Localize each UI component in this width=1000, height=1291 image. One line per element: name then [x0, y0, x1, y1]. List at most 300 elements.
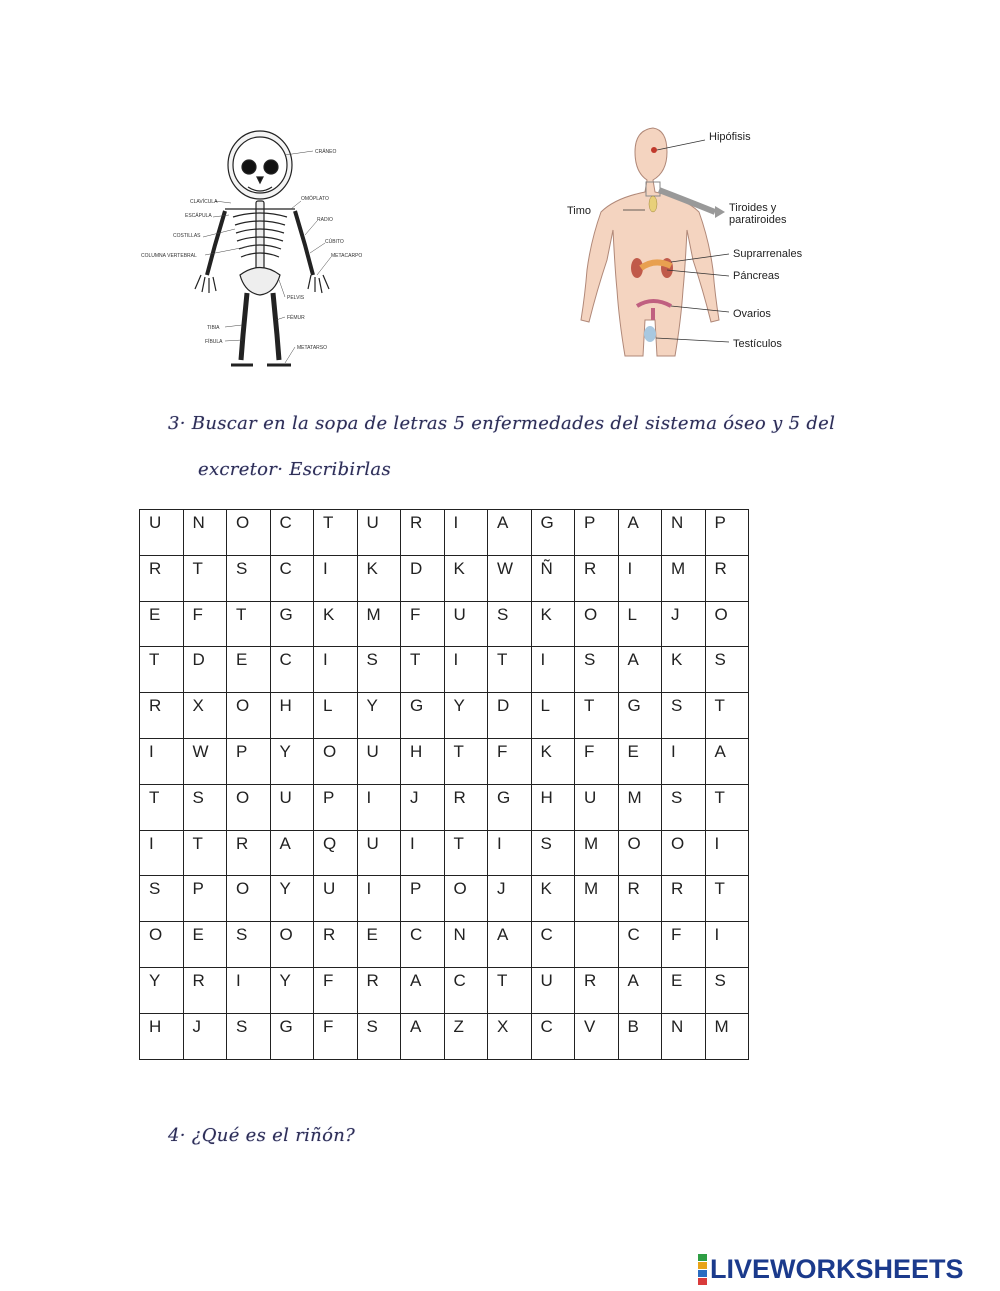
grid-letter: I [540, 650, 546, 670]
grid-letter: T [497, 970, 508, 990]
grid-letter: A [410, 970, 422, 990]
grid-cell [662, 601, 706, 647]
grid-letter: R [584, 558, 597, 578]
grid-letter: S [149, 879, 161, 899]
grid-letter: Ñ [540, 558, 553, 578]
grid-cell [270, 510, 314, 556]
label-costillas: COSTILLAS [173, 233, 201, 239]
grid-letter: O [279, 925, 293, 945]
grid-cell [270, 555, 314, 601]
grid-letter [575, 922, 618, 925]
grid-letter: E [236, 650, 248, 670]
grid-letter: H [279, 696, 292, 716]
grid-letter: R [149, 696, 162, 716]
grid-letter: R [627, 879, 640, 899]
grid-letter: O [236, 787, 250, 807]
grid-cell [444, 601, 488, 647]
label-radio: RADIO [317, 217, 333, 223]
label-suprarrenales: Suprarrenales [733, 248, 803, 260]
label-cubito: CÚBITO [325, 239, 344, 245]
grid-letter: S [366, 1016, 378, 1036]
grid-cell [705, 967, 749, 1013]
grid-cell [575, 601, 619, 647]
grid-letter: E [366, 925, 378, 945]
question-4: 4· ¿Qué es el riñón? [168, 1125, 356, 1146]
question-3-line-1: 3· Buscar en la sopa de letras 5 enfermedades del sistema óseo y 5 del [168, 413, 836, 434]
grid-letter: H [410, 741, 423, 761]
grid-cell [618, 784, 662, 830]
grid-letter: I [453, 513, 459, 532]
grid-letter: I [714, 833, 720, 853]
grid-letter: O [236, 879, 250, 899]
grid-letter: U [453, 604, 466, 624]
grid-cell [705, 1013, 749, 1059]
grid-letter: G [279, 604, 293, 624]
grid-letter: I [497, 833, 502, 853]
grid-cell [183, 738, 227, 784]
grid-cell [270, 1013, 314, 1059]
grid-letter: U [366, 513, 379, 532]
grid-letter: O [236, 513, 250, 532]
grid-cell [270, 601, 314, 647]
grid-cell [575, 738, 619, 784]
grid-letter: I [410, 833, 415, 853]
grid-cell [705, 601, 749, 647]
grid-letter: F [584, 741, 595, 761]
grid-cell [531, 693, 575, 739]
logo-text: LIVEWORKSHEETS [710, 1253, 964, 1284]
label-escapula: ESCÁPULA [185, 213, 212, 219]
grid-cell [618, 601, 662, 647]
grid-letter: A [627, 650, 639, 670]
grid-cell [531, 738, 575, 784]
grid-letter: J [497, 879, 506, 899]
label-pelvis: PELVIS [287, 295, 305, 301]
grid-cell [314, 784, 358, 830]
label-tiroides-1: Tiroides y [729, 202, 777, 214]
grid-cell [531, 510, 575, 556]
grid-letter: I [366, 879, 372, 899]
grid-letter: I [453, 650, 459, 670]
grid-cell [575, 830, 619, 876]
grid-letter: M [671, 558, 686, 578]
grid-cell [705, 830, 749, 876]
grid-letter: S [671, 696, 683, 716]
grid-letter: T [192, 558, 203, 578]
grid-cell [227, 647, 271, 693]
grid-cell [488, 922, 532, 968]
grid-letter: F [192, 604, 203, 624]
grid-cell [488, 555, 532, 601]
grid-cell [488, 1013, 532, 1059]
grid-letter: D [192, 650, 205, 670]
logo-square-1 [698, 1254, 707, 1261]
grid-cell [488, 647, 532, 693]
grid-cell [401, 967, 445, 1013]
grid-cell [401, 555, 445, 601]
grid-cell [357, 693, 401, 739]
grid-letter: O [627, 833, 641, 853]
grid-letter: O [453, 879, 467, 899]
grid-letter: W [192, 741, 209, 761]
grid-cell [357, 830, 401, 876]
grid-letter: C [627, 925, 640, 945]
grid-cell [488, 967, 532, 1013]
grid-cell [227, 830, 271, 876]
skeleton-diagram [135, 125, 375, 385]
grid-cell [401, 830, 445, 876]
grid-letter: R [236, 833, 249, 853]
grid-cell [227, 1013, 271, 1059]
grid-cell [140, 830, 184, 876]
grid-cell [357, 876, 401, 922]
grid-letter: K [453, 558, 465, 578]
logo-square-2 [698, 1262, 707, 1269]
grid-letter: H [540, 787, 553, 807]
grid-cell [183, 647, 227, 693]
grid-letter: N [671, 513, 684, 532]
grid-row [140, 510, 749, 556]
grid-cell [357, 738, 401, 784]
grid-cell [531, 647, 575, 693]
grid-letter: S [714, 650, 726, 670]
grid-cell [270, 647, 314, 693]
grid-cell [401, 601, 445, 647]
grid-cell [531, 876, 575, 922]
grid-cell [270, 738, 314, 784]
grid-letter: U [149, 513, 162, 532]
grid-letter: K [366, 558, 378, 578]
grid-cell [401, 784, 445, 830]
grid-letter: K [540, 604, 552, 624]
grid-letter: A [497, 925, 509, 945]
grid-letter: Y [279, 879, 291, 899]
grid-letter: F [323, 1016, 334, 1036]
grid-cell [357, 784, 401, 830]
grid-cell [444, 555, 488, 601]
grid-letter: I [149, 741, 154, 761]
grid-letter: Y [279, 970, 291, 990]
grid-letter: K [540, 741, 552, 761]
logo-square-3 [698, 1270, 707, 1277]
label-omoplato: OMÓPLATO [301, 196, 329, 202]
grid-cell [575, 647, 619, 693]
grid-letter: U [366, 833, 379, 853]
label-craneo: CRÁNEO [315, 149, 337, 155]
grid-letter: R [714, 558, 727, 578]
grid-letter: S [236, 558, 248, 578]
grid-letter: T [584, 696, 595, 716]
label-columna: COLUMNA VERTEBRAL [141, 253, 197, 259]
grid-letter: U [540, 970, 553, 990]
grid-cell [227, 922, 271, 968]
grid-letter: W [497, 558, 514, 578]
grid-letter: Y [453, 696, 465, 716]
grid-cell [531, 601, 575, 647]
grid-row [140, 922, 749, 968]
grid-cell [662, 1013, 706, 1059]
grid-cell [227, 784, 271, 830]
grid-cell [227, 555, 271, 601]
grid-letter: T [497, 650, 508, 670]
grid-cell [314, 830, 358, 876]
grid-letter: M [584, 879, 599, 899]
grid-cell [401, 647, 445, 693]
grid-cell [618, 967, 662, 1013]
label-fibula: FÍBULA [205, 339, 223, 345]
grid-cell [183, 510, 227, 556]
grid-cell [314, 693, 358, 739]
grid-letter: J [671, 604, 680, 624]
grid-cell [705, 738, 749, 784]
grid-letter: K [671, 650, 683, 670]
grid-cell [314, 1013, 358, 1059]
grid-cell [183, 967, 227, 1013]
grid-cell [140, 693, 184, 739]
grid-cell [314, 647, 358, 693]
grid-cell [575, 922, 619, 968]
grid-cell [705, 510, 749, 556]
grid-cell [357, 1013, 401, 1059]
grid-cell [662, 647, 706, 693]
grid-cell [662, 555, 706, 601]
grid-row [140, 830, 749, 876]
grid-row [140, 647, 749, 693]
grid-letter: H [149, 1016, 162, 1036]
grid-letter: G [497, 787, 511, 807]
grid-cell [618, 876, 662, 922]
grid-letter: O [714, 604, 728, 624]
grid-letter: T [714, 787, 725, 807]
grid-cell [618, 1013, 662, 1059]
grid-cell [618, 693, 662, 739]
grid-cell [662, 510, 706, 556]
grid-cell [662, 922, 706, 968]
label-femur: FÉMUR [287, 315, 305, 321]
grid-cell [140, 784, 184, 830]
grid-letter: A [627, 513, 639, 532]
grid-cell [444, 510, 488, 556]
grid-cell [444, 1013, 488, 1059]
grid-letter: O [671, 833, 685, 853]
grid-cell [140, 922, 184, 968]
label-ovarios: Ovarios [733, 308, 771, 320]
liveworksheets-logo[interactable] [698, 1254, 964, 1284]
grid-row [140, 784, 749, 830]
grid-cell [705, 784, 749, 830]
grid-cell [314, 738, 358, 784]
grid-cell [531, 967, 575, 1013]
grid-cell [488, 601, 532, 647]
grid-letter: R [323, 925, 336, 945]
grid-cell [662, 738, 706, 784]
grid-letter: S [671, 787, 683, 807]
label-tibia: TIBIA [207, 325, 220, 331]
grid-cell [488, 784, 532, 830]
label-testiculos: Testículos [733, 338, 782, 350]
grid-cell [705, 876, 749, 922]
logo-squares-icon [698, 1254, 707, 1285]
grid-letter: T [453, 741, 464, 761]
grid-letter: U [366, 741, 379, 761]
grid-letter: M [584, 833, 599, 853]
grid-cell [488, 738, 532, 784]
grid-letter: T [149, 650, 160, 670]
grid-letter: A [410, 1016, 422, 1036]
grid-cell [357, 555, 401, 601]
grid-letter: A [627, 970, 639, 990]
grid-cell [531, 555, 575, 601]
grid-cell [618, 830, 662, 876]
grid-letter: F [410, 604, 421, 624]
grid-letter: T [323, 513, 334, 532]
grid-letter: P [410, 879, 422, 899]
grid-letter: R [584, 970, 597, 990]
grid-letter: C [279, 650, 292, 670]
grid-letter: G [540, 513, 554, 532]
grid-letter: C [410, 925, 423, 945]
grid-letter: I [366, 787, 372, 807]
grid-cell [444, 876, 488, 922]
grid-letter: C [279, 558, 292, 578]
grid-letter: U [323, 879, 336, 899]
label-clavicula: CLAVÍCULA [190, 199, 218, 205]
grid-letter: T [192, 833, 203, 853]
grid-letter: L [323, 696, 333, 716]
grid-cell [183, 876, 227, 922]
grid-letter: M [714, 1016, 729, 1036]
grid-letter: C [453, 970, 466, 990]
grid-cell [531, 922, 575, 968]
grid-cell [444, 647, 488, 693]
grid-letter: R [149, 558, 162, 578]
grid-cell [662, 830, 706, 876]
endocrine-system-diagram [555, 120, 815, 360]
grid-cell [270, 922, 314, 968]
grid-letter: P [584, 513, 596, 532]
grid-cell [401, 693, 445, 739]
grid-letter: I [149, 833, 154, 853]
grid-cell [183, 555, 227, 601]
grid-cell [575, 876, 619, 922]
grid-cell [705, 693, 749, 739]
grid-letter: T [410, 650, 421, 670]
grid-cell [357, 922, 401, 968]
grid-cell [531, 830, 575, 876]
grid-letter: X [497, 1016, 509, 1036]
grid-cell [140, 1013, 184, 1059]
grid-letter: I [323, 650, 328, 670]
grid-cell [488, 510, 532, 556]
grid-cell [618, 738, 662, 784]
word-search-grid [139, 509, 749, 1060]
grid-cell [575, 967, 619, 1013]
grid-letter: O [149, 925, 163, 945]
grid-cell [488, 693, 532, 739]
grid-cell [183, 1013, 227, 1059]
grid-letter: F [323, 970, 334, 990]
grid-cell [618, 922, 662, 968]
grid-letter: I [236, 970, 241, 990]
grid-letter: E [192, 925, 204, 945]
grid-cell [401, 1013, 445, 1059]
grid-letter: T [714, 696, 725, 716]
grid-cell [662, 876, 706, 922]
grid-letter: R [366, 970, 379, 990]
grid-letter: T [236, 604, 247, 624]
grid-cell [227, 510, 271, 556]
grid-cell [705, 647, 749, 693]
grid-cell [270, 784, 314, 830]
grid-letter: P [192, 879, 204, 899]
grid-letter: S [366, 650, 378, 670]
grid-letter: R [671, 879, 684, 899]
grid-cell [140, 555, 184, 601]
grid-letter: A [497, 513, 509, 532]
grid-letter: N [671, 1016, 684, 1036]
grid-cell [183, 693, 227, 739]
grid-cell [444, 738, 488, 784]
grid-letter: P [236, 741, 248, 761]
grid-cell [140, 967, 184, 1013]
grid-letter: L [540, 696, 550, 716]
label-metacarpo: METACARPO [331, 253, 363, 259]
grid-letter: E [671, 970, 683, 990]
grid-cell [227, 601, 271, 647]
grid-row [140, 555, 749, 601]
grid-letter: D [410, 558, 423, 578]
grid-cell [575, 693, 619, 739]
grid-row [140, 967, 749, 1013]
grid-letter: S [714, 970, 726, 990]
grid-cell [183, 922, 227, 968]
grid-cell [183, 601, 227, 647]
grid-row [140, 876, 749, 922]
grid-letter: P [714, 513, 726, 532]
grid-cell [531, 784, 575, 830]
grid-cell [575, 784, 619, 830]
grid-cell [270, 693, 314, 739]
grid-letter: U [584, 787, 597, 807]
grid-letter: C [279, 513, 292, 532]
grid-cell [357, 510, 401, 556]
grid-letter: G [279, 1016, 293, 1036]
grid-cell [140, 601, 184, 647]
grid-letter: N [453, 925, 466, 945]
grid-cell [183, 784, 227, 830]
grid-letter: T [149, 787, 160, 807]
grid-letter: I [323, 558, 328, 578]
grid-cell [270, 830, 314, 876]
grid-letter: I [627, 558, 633, 578]
grid-letter: S [584, 650, 596, 670]
grid-letter: O [323, 741, 337, 761]
grid-cell [314, 555, 358, 601]
label-timo: Timo [567, 205, 592, 217]
grid-letter: B [627, 1016, 639, 1036]
grid-letter: T [453, 833, 464, 853]
grid-letter: S [236, 1016, 248, 1036]
grid-letter: A [714, 741, 726, 761]
grid-cell [488, 876, 532, 922]
grid-row [140, 738, 749, 784]
logo-square-4 [698, 1278, 707, 1285]
grid-cell [575, 555, 619, 601]
label-hipofisis: Hipófisis [709, 131, 751, 143]
grid-letter: S [236, 925, 248, 945]
grid-cell [227, 738, 271, 784]
grid-cell [575, 1013, 619, 1059]
